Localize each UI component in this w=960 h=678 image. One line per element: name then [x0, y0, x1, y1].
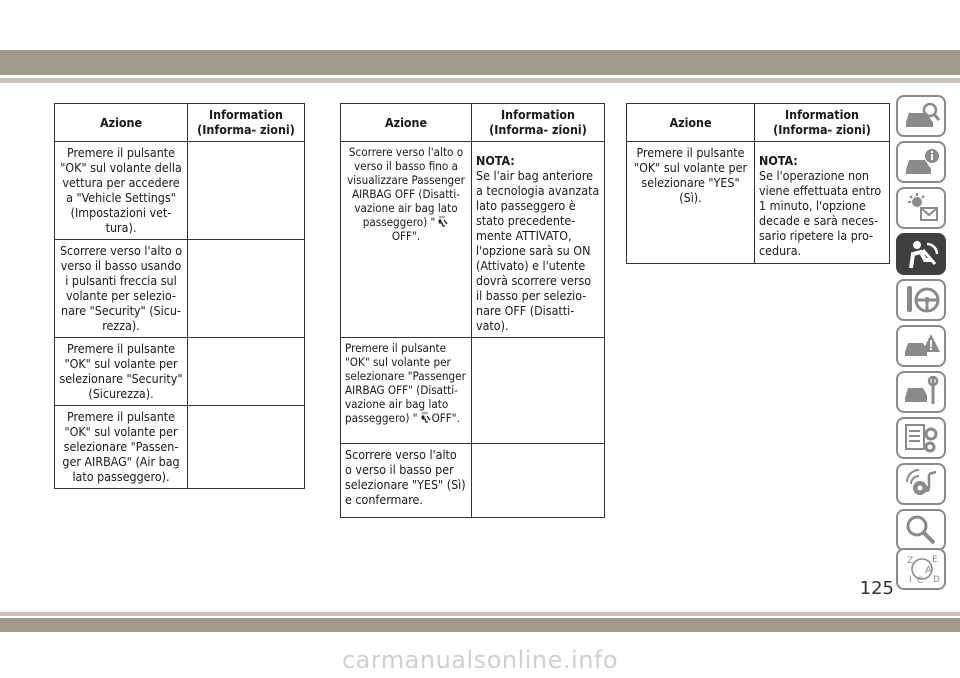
- header-azione: Azione: [627, 104, 755, 142]
- table-row: [341, 444, 605, 518]
- info-cell: [472, 338, 605, 444]
- multimedia-icon[interactable]: [896, 463, 946, 505]
- table-header-row: [55, 104, 305, 142]
- top-band: [0, 50, 960, 75]
- bottom-band: [0, 618, 960, 632]
- note-label: NOTA:: [759, 153, 798, 168]
- action-text: Scorrere verso l'alto o verso il basso fino a visualizzare Passenger AIRBAG OFF (Disatti- vazione air bag lato passeggero) ": [347, 145, 465, 229]
- svg-text:E: E: [932, 555, 938, 565]
- header-azione: Azione: [55, 104, 188, 142]
- table-airbag-off-steps: [340, 103, 605, 518]
- action-cell: Premere il pulsante "OK" sul volante per selezionare "Security" (Sicurezza).: [55, 338, 188, 406]
- info-cell: [472, 444, 605, 518]
- svg-text:I: I: [909, 575, 912, 585]
- action-text-end: OFF".: [391, 229, 421, 243]
- magnifier-icon[interactable]: [896, 509, 946, 551]
- svg-text:A: A: [925, 565, 932, 576]
- table-row: [627, 142, 890, 264]
- action-cell: Scorrere verso l'alto o verso il basso per selezionare "YES" (Sì) e confermare.: [341, 444, 472, 518]
- table-row: [55, 240, 305, 338]
- info-cell: [472, 142, 605, 338]
- table-row: [55, 338, 305, 406]
- header-information: Information (Informa- zioni): [755, 104, 890, 142]
- car-warning-icon[interactable]: [896, 325, 946, 367]
- action-cell: Premere il pulsante "OK" sul volante della vettura per accedere a "Vehicle Settings" (Impostazioni vet- tura).: [55, 142, 188, 240]
- alphabetical-index-icon[interactable]: [896, 548, 946, 590]
- passenger-airbag-off-icon: [418, 411, 432, 424]
- header-information: Information (Informa- zioni): [472, 104, 605, 142]
- car-info-icon[interactable]: [896, 141, 946, 183]
- page-number: 125: [859, 578, 894, 599]
- note-label: NOTA:: [476, 153, 515, 168]
- table-security-steps: [54, 103, 305, 489]
- table-row: [341, 142, 605, 338]
- header-information: Information (Informa- zioni): [188, 104, 305, 142]
- steering-wheel-icon[interactable]: [896, 279, 946, 321]
- info-cell: [755, 142, 890, 264]
- table-row: [55, 406, 305, 489]
- info-cell: [188, 142, 305, 240]
- action-cell: [341, 142, 472, 338]
- table-row: [341, 338, 605, 444]
- bottom-band-line: [0, 612, 960, 616]
- svg-text:OFF: OFF: [438, 215, 446, 220]
- table-confirm-steps: [626, 103, 890, 264]
- airbag-seatbelt-icon[interactable]: [896, 233, 946, 275]
- action-cell: Premere il pulsante "OK" sul volante per selezionare "YES" (Sì).: [627, 142, 755, 264]
- settings-list-icon[interactable]: [896, 417, 946, 459]
- svg-text:D: D: [933, 575, 940, 585]
- action-text-end: OFF".: [431, 411, 460, 425]
- info-cell: [188, 338, 305, 406]
- note-text: Se l'operazione non viene effettuata entro 1 minuto, l'opzione decade e sarà neces- sario ripetere la pro- cedura.: [759, 168, 882, 258]
- table-row: [55, 142, 305, 240]
- car-wrench-icon[interactable]: [896, 371, 946, 413]
- action-cell: [341, 338, 472, 444]
- passenger-airbag-off-icon: [435, 215, 449, 228]
- svg-text:Z: Z: [907, 556, 914, 566]
- action-cell: Scorrere verso l'alto o verso il basso usando i pulsanti freccia sul volante per selezio- nare "Security" (Sicu- rezza).: [55, 240, 188, 338]
- note-text: Se l'air bag anteriore a tecnologia avanzata lato passeggero è stato precedente- mente ATTIVATO, l'opzione sarà su ON (Attivato) e l'utente dovrà scorrere verso il basso per selezio- nare OFF (Disatti- vato).: [476, 168, 600, 333]
- info-cell: [188, 240, 305, 338]
- info-cell: [188, 406, 305, 489]
- action-text: Premere il pulsante "OK" sul volante per selezionare "Passenger AIRBAG OFF" (Disatti- vazione air bag lato passeggero) ": [345, 341, 466, 425]
- action-cell: Premere il pulsante "OK" sul volante per selezionare "Passen- ger AIRBAG" (Air bag lato passeggero).: [55, 406, 188, 489]
- table-header-row: [341, 104, 605, 142]
- car-search-icon[interactable]: [896, 95, 946, 137]
- svg-text:OFF: OFF: [421, 411, 428, 416]
- svg-text:C: C: [917, 576, 924, 585]
- warning-lights-icon[interactable]: [896, 187, 946, 229]
- table-header-row: [627, 104, 890, 142]
- top-band-line: [0, 78, 960, 83]
- header-azione: Azione: [341, 104, 472, 142]
- watermark: carmanualsonline.info: [341, 646, 619, 674]
